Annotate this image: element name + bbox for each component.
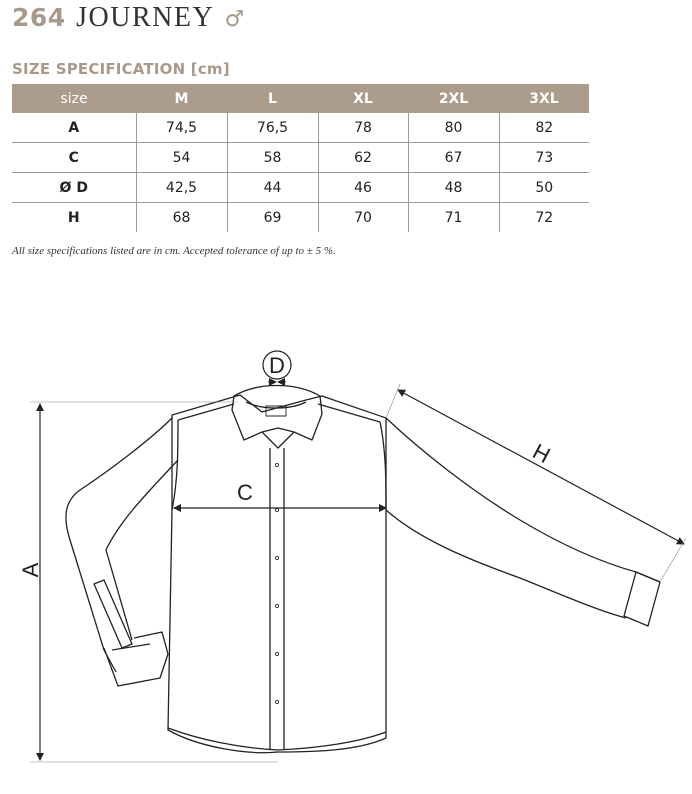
row-label: A — [12, 113, 136, 143]
table-cell: 58 — [227, 143, 318, 173]
table-cell: 72 — [499, 203, 589, 233]
label-h: H — [528, 438, 555, 469]
shirt-measurement-diagram — [0, 300, 692, 794]
dimension-d — [263, 351, 291, 382]
table-cell: 46 — [318, 173, 408, 203]
row-label: H — [67, 209, 80, 226]
label-a: A — [18, 562, 43, 578]
product-title — [12, 2, 244, 36]
shirt-outline — [66, 386, 660, 753]
dimension-c — [174, 480, 386, 508]
dimension-h — [386, 384, 686, 582]
male-symbol-icon: ♂ — [224, 7, 245, 32]
product-code: 264 — [12, 3, 66, 32]
table-row — [12, 203, 589, 233]
table-cell: 73 — [499, 143, 589, 173]
table-cell: 48 — [408, 173, 499, 203]
column-header-2xl: 2XL — [408, 84, 499, 113]
tolerance-note: All size specifications listed are in cm. Accepted tolerance of up to ± 5 %. — [12, 245, 336, 257]
table-row — [12, 173, 589, 203]
table-cell: 42,5 — [136, 173, 227, 203]
table-cell: 50 — [499, 173, 589, 203]
table-cell: 78 — [318, 113, 408, 143]
label-d: D — [269, 353, 285, 378]
table-cell: 44 — [227, 173, 318, 203]
table-cell: 82 — [499, 113, 589, 143]
table-row — [12, 113, 589, 143]
product-name: JOURNEY — [76, 2, 215, 33]
column-header-l: L — [227, 84, 318, 113]
table-cell: 74,5 — [136, 113, 227, 143]
row-label: C — [12, 143, 136, 173]
row-label: Ø D — [12, 173, 136, 203]
table-cell: 80 — [408, 113, 499, 143]
table-cell: 71 — [408, 203, 499, 233]
size-specification-table — [12, 84, 589, 232]
section-title: SIZE SPECIFICATION [cm] — [12, 60, 230, 78]
column-header-3xl: 3XL — [499, 84, 589, 113]
table-cell: 68 — [136, 203, 227, 233]
table-cell: 76,5 — [227, 113, 318, 143]
table-cell: 70 — [318, 203, 408, 233]
column-header-size: size — [12, 84, 136, 113]
column-header-xl: XL — [318, 84, 408, 113]
table-cell: 54 — [136, 143, 227, 173]
shirt-buttons — [275, 463, 278, 703]
table-header-row — [12, 84, 589, 113]
column-header-m: M — [136, 84, 227, 113]
table-cell: 69 — [227, 203, 318, 233]
label-c: C — [237, 480, 253, 505]
table-row — [12, 143, 589, 173]
table-cell: 62 — [318, 143, 408, 173]
dimension-a — [18, 402, 278, 762]
table-cell: 67 — [408, 143, 499, 173]
